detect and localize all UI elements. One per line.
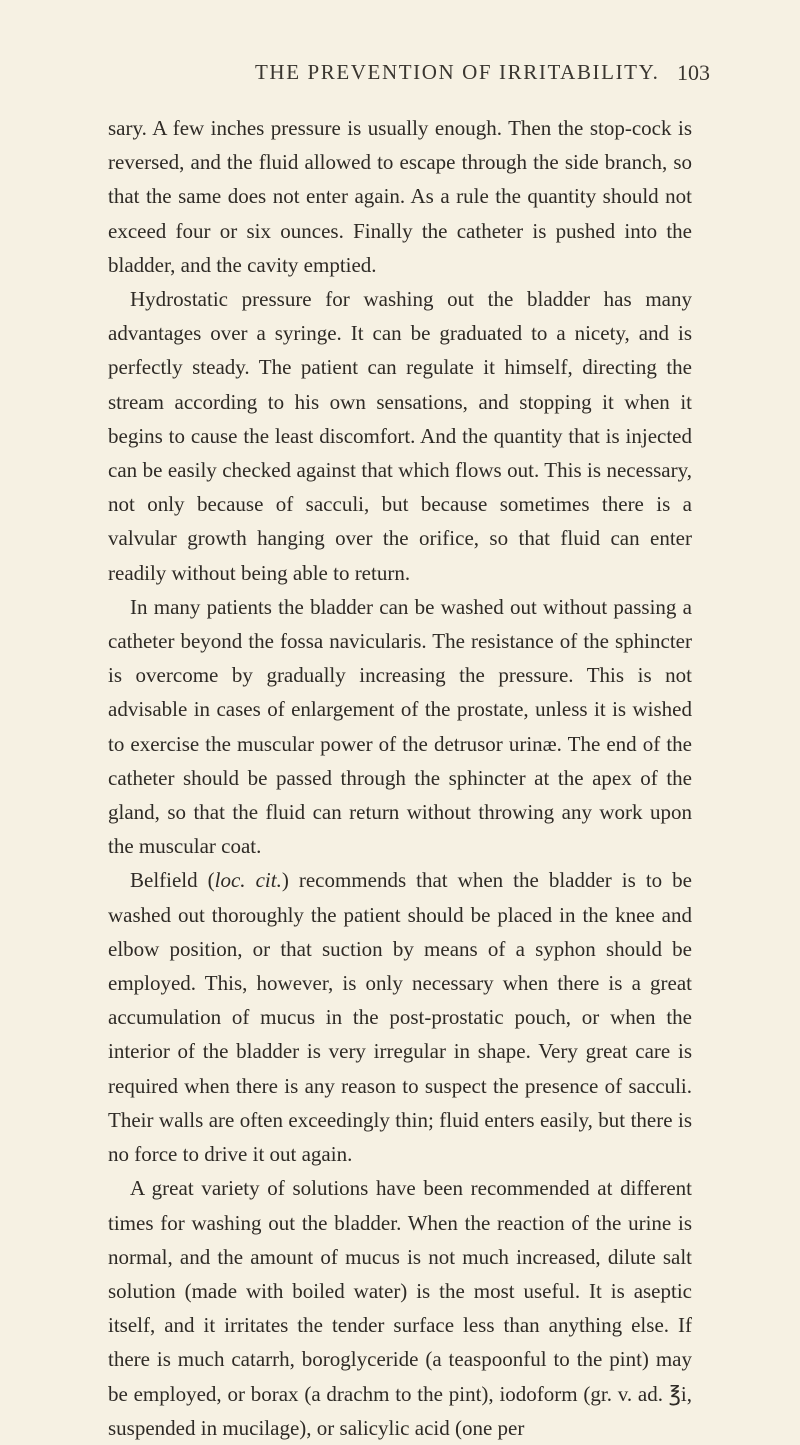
paragraph-2: Hydrostatic pressure for washing out the bladder has many advantages over a syringe. It can be graduated to a nicety, and is perfectly steady. The patient can regulate it himself, directing the stream according to his own sensations, and stopping it when it begins to cause the least discomfort. And the quantity that is injected can be easily checked against that which flows out. This is necessary, not only because of sacculi, but because sometimes there is a valvular growth hanging over the orifice, so that fluid can enter readily without being able to return. [108, 287, 692, 585]
paragraph-4 [108, 863, 692, 1171]
paragraph-3: In many patients the bladder can be washed out without passing a catheter beyond the fossa navicularis. The resistance of the sphincter is overcome by gradually increasing the pressure. This is not advisable in cases of enlargement of the prostate, unless it is wished to exercise the muscular power of the detrusor urinæ. The end of the catheter should be passed through the sphincter at the apex of the gland, so that the fluid can return without throwing any work upon the muscular coat. [108, 594, 692, 859]
citation-italic: loc. cit. [214, 868, 282, 893]
paragraph-1: sary. A few inches pressure is usually enough. Then the stop-cock is reversed, and the fluid allowed to escape through the side branch, so that the same does not enter again. As a rule the quantity should not exceed four or six ounces. Finally the catheter is pushed into the bladder, and the cavity emptied. [108, 116, 692, 277]
body-text [108, 111, 692, 1445]
chapter-title: THE PREVENTION OF IRRITABILITY. [255, 60, 660, 84]
running-header [0, 58, 800, 92]
paragraph-4-rest: ) recommends that when the bladder is to be washed out thoroughly the patient should be placed in the knee and elbow position, or that suction by means of a syphon should be employed. This, however, is only necessary when there is a great accumulation of mucus in the post-prostatic pouch, or when the interior of the bladder is very irregular in shape. Very great care is required when there is any reason to suspect the presence of sacculi. Their walls are often exceedingly thin; fluid enters easily, but there is no force to drive it out again. [108, 868, 692, 1167]
paragraph-5: A great variety of solutions have been recommended at different times for washing out the bladder. When the reaction of the urine is normal, and the amount of mucus is not much increased, dilute salt solution (made with boiled water) is the most useful. It is aseptic itself, and it irritates the tender surface less than anything else. If there is much catarrh, boroglyceride (a teaspoonful to the pint) may be employed, or borax (a drachm to the pint), iodoform (gr. v. ad. ℥i, suspended in mucilage), or salicylic acid (one per [108, 1176, 692, 1440]
paragraph-4-start: Belfield ( [130, 868, 215, 893]
page-number: 103 [677, 60, 710, 85]
